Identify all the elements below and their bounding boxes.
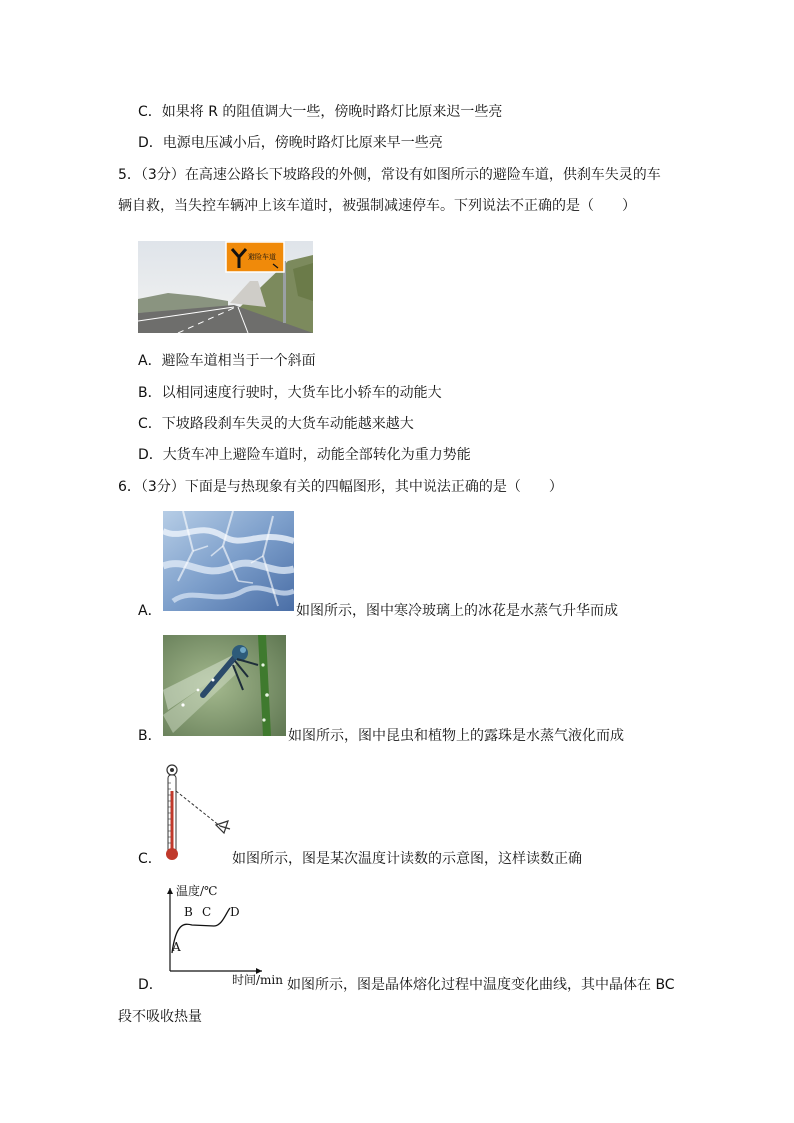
melting-curve-graph	[162, 883, 284, 988]
q6-option-d-label: D．	[138, 977, 163, 993]
q6-option-b-text: 如图所示，图中昆虫和植物上的露珠是水蒸气液化而成	[288, 728, 624, 744]
q6-stem: 6．（3分）下面是与热现象有关的四幅图形，其中说法正确的是（ ）	[118, 479, 563, 495]
q6-option-d-text: 如图所示，图是晶体熔化过程中温度变化曲线，其中晶体在 BC	[287, 977, 675, 993]
q5-stem-line1: 5．（3分）在高速公路长下坡路段的外侧，常设有如图所示的避险车道，供刹车失灵的车	[118, 167, 661, 183]
q5-stem-line2: 辆自救，当失控车辆冲上该车道时，被强制减速停车。下列说法不正确的是（ ）	[118, 198, 636, 214]
dragonfly-dew-photo	[163, 635, 286, 736]
graph-point-d: D	[230, 905, 240, 919]
graph-xlabel: 时间/min	[232, 973, 283, 987]
q6-option-b-label: B．	[138, 728, 162, 744]
graph-ylabel: 温度/℃	[176, 884, 218, 898]
q5-option-a: A．避险车道相当于一个斜面	[138, 353, 316, 369]
graph-point-a: A	[172, 940, 181, 954]
graph-point-b: B	[184, 905, 193, 919]
runaway-truck-ramp-photo	[138, 241, 313, 333]
q6-option-a-text: 如图所示，图中寒冷玻璃上的冰花是水蒸气升华而成	[296, 603, 618, 619]
q6-option-a-label: A．	[138, 603, 162, 619]
q5-option-b: B．以相同速度行驶时，大货车比小轿车的动能大	[138, 385, 442, 401]
ramp-sign-text: 避险车道	[248, 253, 276, 261]
q6-option-c-label: C．	[138, 851, 162, 867]
q4-option-c: C．如果将 R 的阻值调大一些，傍晚时路灯比原来迟一些亮	[138, 104, 503, 120]
q5-option-d: D．大货车冲上避险车道时，动能全部转化为重力势能	[138, 447, 471, 463]
q5-option-c: C．下坡路段刹车失灵的大货车动能越来越大	[138, 416, 414, 432]
q4-option-d: D．电源电压减小后，傍晚时路灯比原来早一些亮	[138, 135, 443, 151]
q6-option-c-text: 如图所示，图是某次温度计读数的示意图，这样读数正确	[232, 851, 582, 867]
graph-point-c: C	[202, 905, 212, 919]
thermometer-reading-diagram	[160, 763, 235, 863]
frost-pattern-photo	[163, 511, 294, 611]
q6-option-d-text-continued: 段不吸收热量	[118, 1009, 202, 1025]
